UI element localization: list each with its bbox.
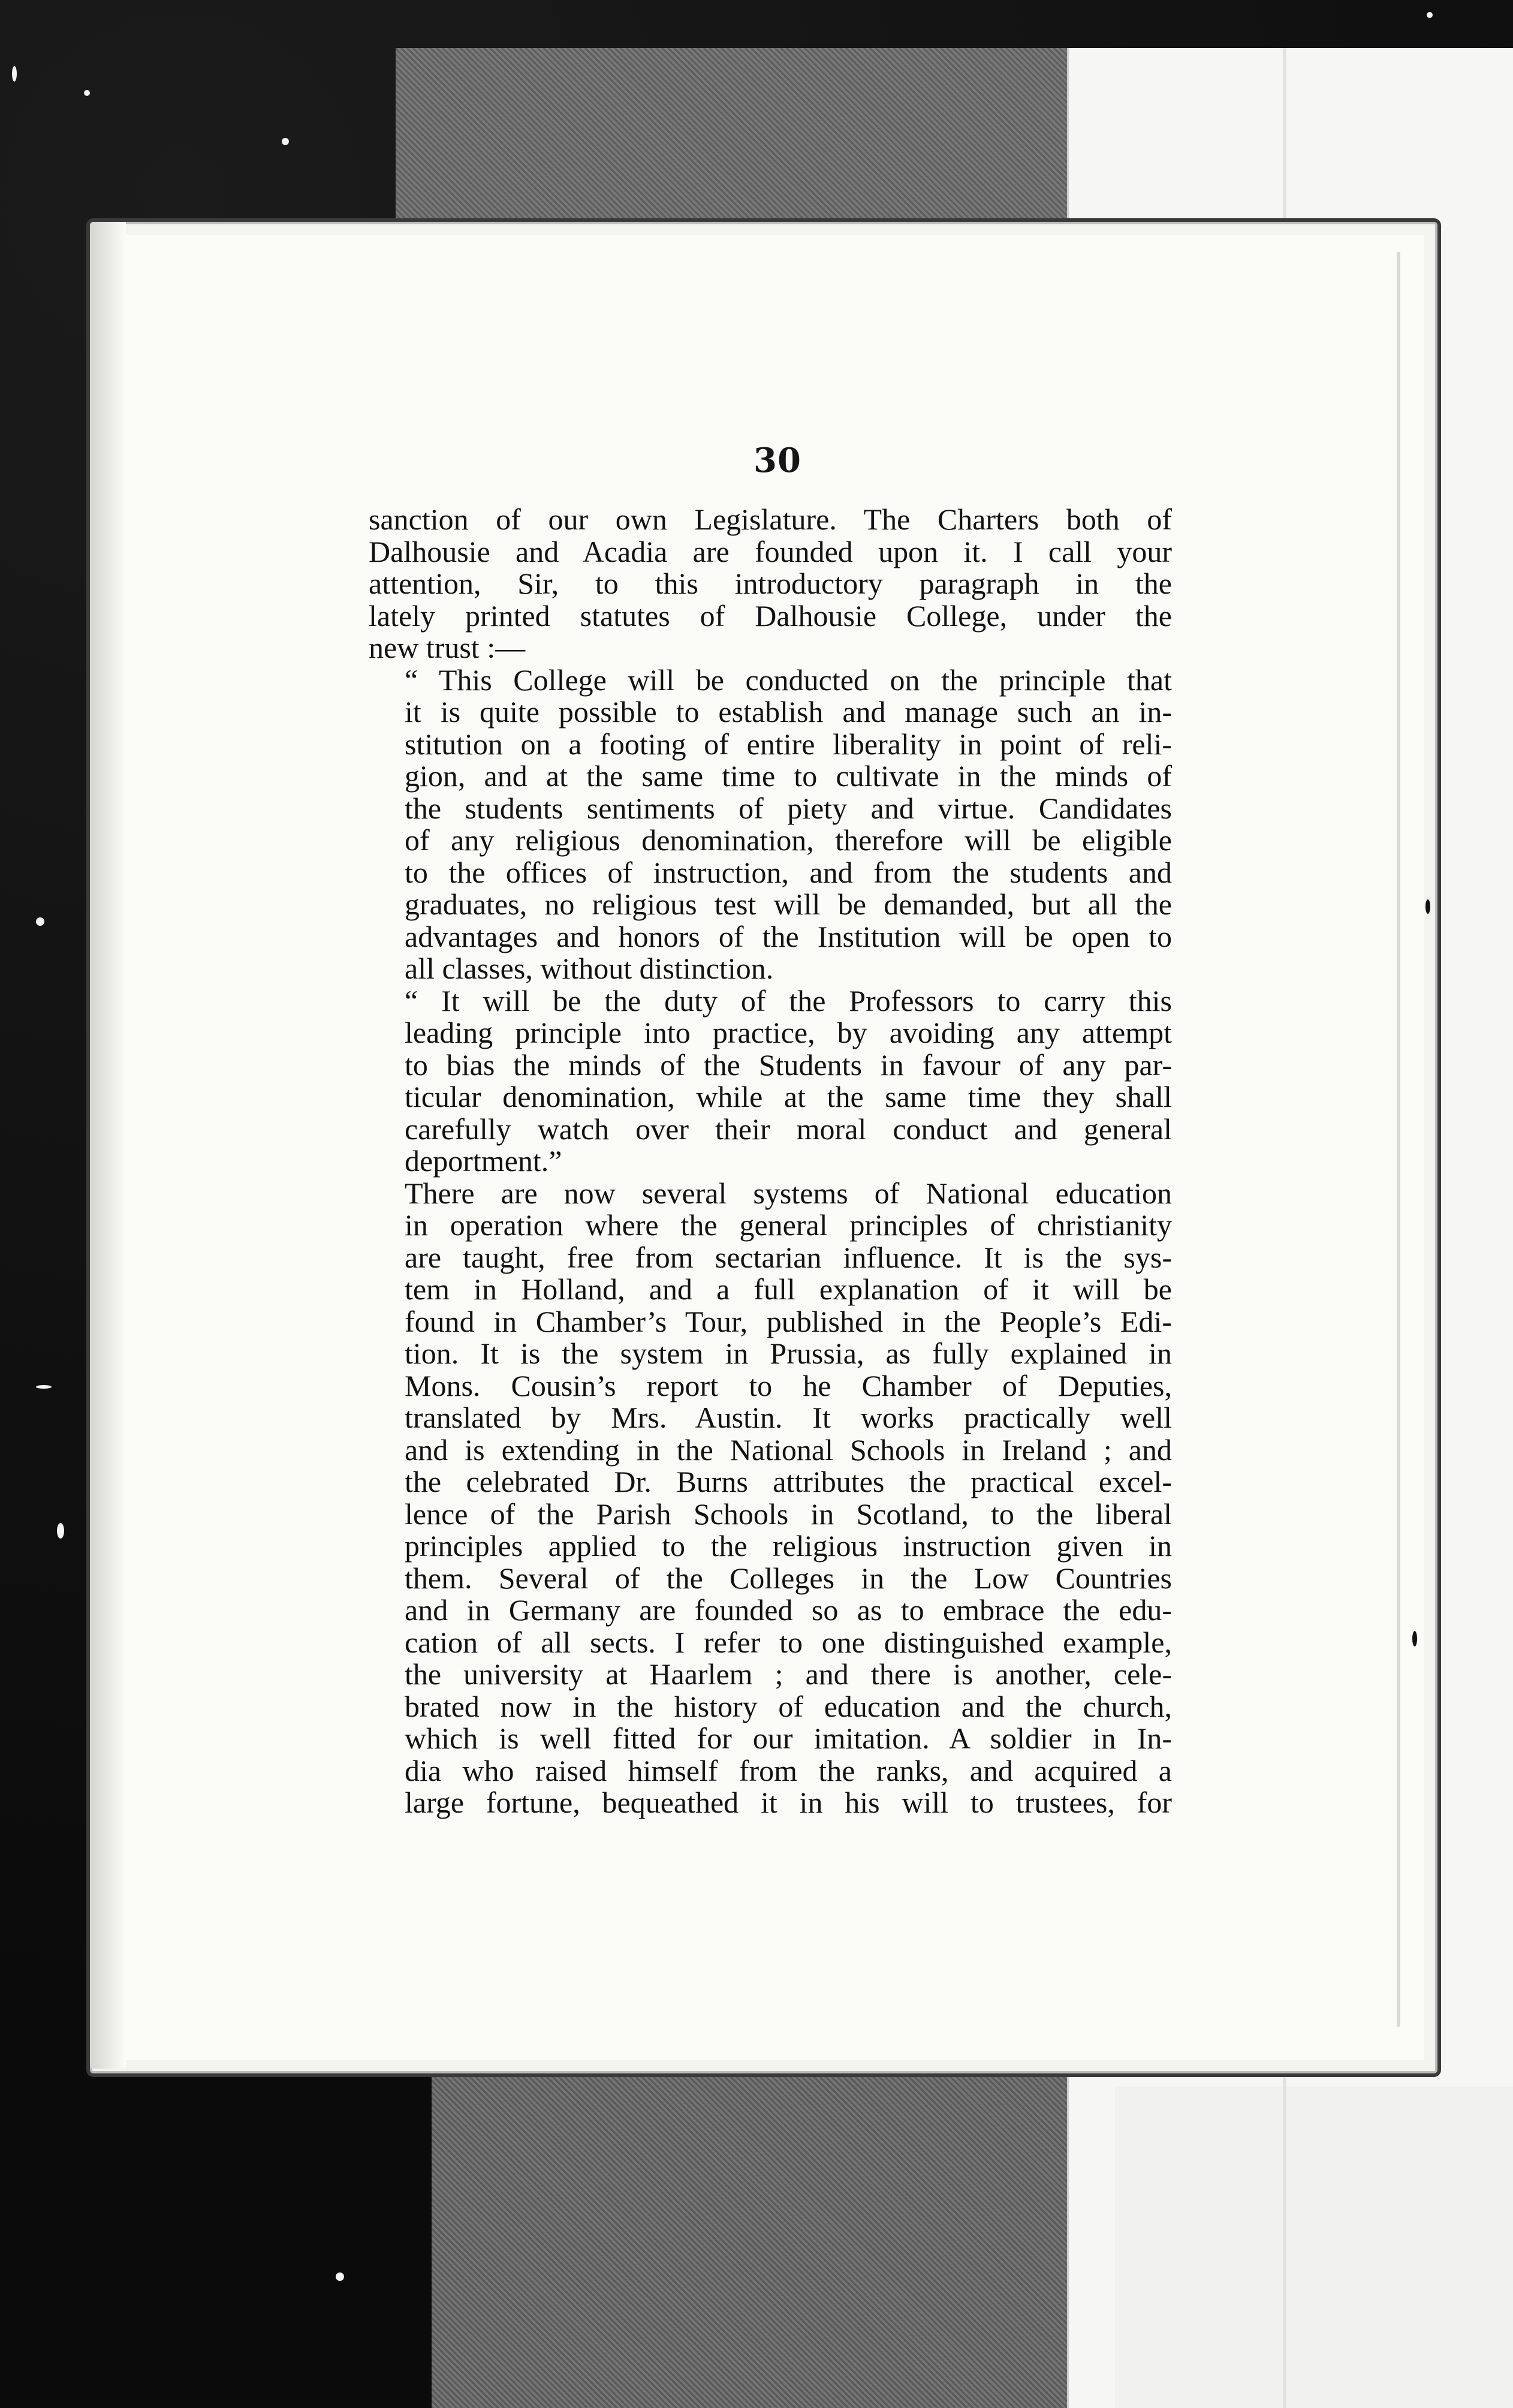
text-line: the students sentiments of piety and virtue. Candidates	[405, 791, 1172, 825]
text-line: Mons. Cousin’s report to he Chamber of Deputies,	[405, 1368, 1172, 1402]
text-line: of any religious denomination, therefore will be eligible	[405, 823, 1172, 857]
scan-speck	[1425, 899, 1430, 914]
text-line: There are now several systems of National education	[405, 1176, 1172, 1210]
text-line: the university at Haarlem ; and there is another, cele-	[405, 1657, 1172, 1691]
text-line: in operation where the general principles of christianity	[405, 1208, 1172, 1242]
paragraph	[369, 664, 1172, 985]
text-line: found in Chamber’s Tour, published in the People’s Edi-	[405, 1304, 1172, 1338]
text-line: attention, Sir, to this introductory paragraph in the	[369, 567, 1172, 600]
text-line: and in Germany are founded so as to embrace the edu-	[405, 1593, 1172, 1627]
text-line: Dalhousie and Acadia are founded upon it. I call your	[369, 534, 1172, 568]
text-line: and is extending in the National Schools in Ireland ; and	[405, 1432, 1172, 1467]
text-line: large fortune, bequeathed it in his will to trustees, for	[405, 1786, 1172, 1819]
paragraph	[369, 504, 1172, 664]
scan-speck	[12, 66, 17, 82]
text-line: sanction of our own Legislature. The Charters both of	[369, 502, 1172, 536]
text-line: carefully watch over their moral conduct and general	[405, 1112, 1172, 1146]
text-line: dia who raised himself from the ranks, and acquired a	[405, 1753, 1172, 1787]
text-line: new trust :—	[369, 631, 526, 664]
scan-speck	[1427, 12, 1433, 18]
text-line: stitution on a footing of entire liberality in point of reli-	[405, 727, 1172, 761]
text-line: brated now in the history of education and the church,	[405, 1689, 1172, 1723]
text-line: them. Several of the Colleges in the Low Countries	[405, 1561, 1172, 1595]
facing-page-lower	[1115, 2087, 1513, 2408]
text-line: leading principle into practice, by avoiding any attempt	[405, 1016, 1172, 1049]
text-line: gion, and at the same time to cultivate in the minds of	[405, 759, 1172, 793]
text-line: graduates, no religious test will be demanded, but all the	[405, 887, 1172, 921]
text-line: “ It will be the duty of the Professors to carry this	[405, 983, 1172, 1018]
scan-speck	[57, 1523, 64, 1539]
text-line: tem in Holland, and a full explanation of it will be	[405, 1272, 1172, 1306]
page-number: 30	[754, 441, 801, 480]
text-line: cation of all sects. I refer to one distinguished example,	[405, 1625, 1172, 1659]
paragraph	[369, 1178, 1172, 1819]
backing-board-top	[396, 48, 1073, 228]
text-line: “ This College will be conducted on the principle that	[405, 663, 1172, 697]
text-line: all classes, without distinction.	[405, 952, 774, 985]
text-line: it is quite possible to establish and manage such an in-	[405, 695, 1172, 729]
scan-speck	[282, 138, 289, 145]
text-line: lately printed statutes of Dalhousie College, under the	[369, 598, 1172, 633]
page-body-text	[369, 504, 1172, 1819]
text-line: deportment.”	[405, 1144, 562, 1178]
scan-speck	[36, 917, 44, 926]
page-gutter	[1397, 252, 1400, 2027]
text-line: which is well fitted for our imitation. A soldier in In-	[405, 1721, 1172, 1755]
text-line: to the offices of instruction, and from the students and	[405, 855, 1172, 889]
scan-speck	[36, 1385, 52, 1389]
text-line: advantages and honors of the Institution will be open to	[405, 919, 1172, 953]
text-line: tion. It is the system in Prussia, as fully explained in	[405, 1337, 1172, 1370]
scan-speck	[84, 90, 90, 96]
text-line: lence of the Parish Schools in Scotland, to the liberal	[405, 1497, 1172, 1531]
text-line: translated by Mrs. Austin. It works practically well	[405, 1401, 1172, 1434]
text-line: are taught, free from sectarian influence. It is the sys-	[405, 1240, 1172, 1274]
backing-board-bottom	[432, 2051, 1121, 2408]
text-line: to bias the minds of the Students in favour of any par-	[405, 1048, 1172, 1082]
page-edge-shadow	[90, 222, 126, 2069]
text-line: principles applied to the religious instruction given in	[405, 1529, 1172, 1563]
text-line: ticular denomination, while at the same time they shall	[405, 1080, 1172, 1113]
scan-speck	[1412, 1631, 1417, 1647]
paragraph	[369, 985, 1172, 1178]
text-line: the celebrated Dr. Burns attributes the practical excel-	[405, 1465, 1172, 1498]
scan-speck	[336, 2272, 344, 2281]
